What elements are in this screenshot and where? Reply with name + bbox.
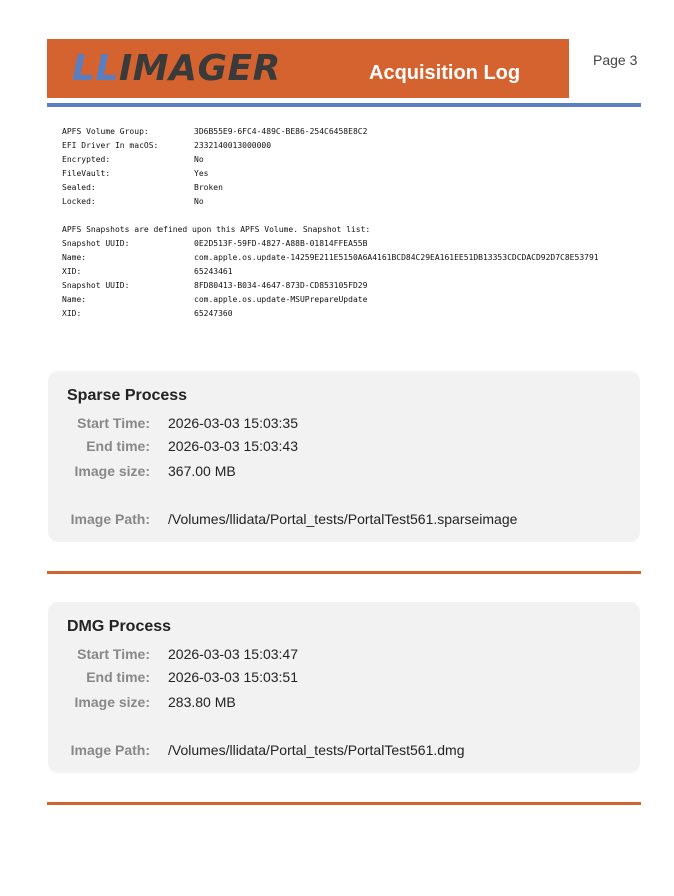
end-time-value: 2026-03-03 15:03:51	[168, 669, 298, 685]
log-line	[62, 237, 632, 251]
log-line	[62, 265, 632, 279]
log-line	[62, 195, 632, 209]
log-value: 0E2D513F-59FD-4827-A88B-01814FFEA55B	[194, 239, 368, 248]
log-value: No	[194, 197, 204, 206]
start-time-value: 2026-03-03 15:03:47	[168, 646, 298, 662]
log-value: 65247360	[194, 309, 233, 318]
log-value: 65243461	[194, 267, 233, 276]
start-time-value: 2026-03-03 15:03:35	[168, 415, 298, 431]
log-key: Encrypted:	[62, 155, 111, 164]
image-size-label: Image size:	[74, 463, 150, 479]
log-key: FileVault:	[62, 169, 111, 178]
section-divider	[47, 571, 641, 574]
image-size-label: Image size:	[74, 694, 150, 710]
log-line	[62, 279, 632, 293]
image-path-label: Image Path:	[70, 742, 150, 758]
log-key: Name:	[62, 253, 87, 262]
volume-info-log	[62, 125, 632, 321]
image-path-value: /Volumes/llidata/Portal_tests/PortalTest561.dmg	[168, 742, 465, 758]
log-line	[62, 139, 632, 153]
log-line	[62, 251, 632, 265]
log-line	[62, 293, 632, 307]
image-path-label: Image Path:	[70, 511, 150, 527]
logo-prefix: LL	[72, 48, 119, 89]
log-value: Yes	[194, 169, 209, 178]
log-value: com.apple.os.update-MSUPrepareUpdate	[194, 295, 368, 304]
llimager-logo	[72, 47, 281, 91]
start-time-label: Start Time:	[77, 646, 150, 662]
end-time-value: 2026-03-03 15:03:43	[168, 438, 298, 454]
header-divider	[47, 103, 641, 107]
log-line	[62, 153, 632, 167]
log-key: Snapshot UUID:	[62, 281, 130, 290]
page-number: Page 3	[593, 52, 638, 68]
image-size-value: 367.00 MB	[168, 463, 236, 479]
log-value: 8FD80413-B034-4647-873D-CD853105FD29	[194, 281, 368, 290]
logo-suffix: IMAGER	[118, 48, 281, 89]
log-value: 3D6B55E9-6FC4-489C-BE86-254C6458E8C2	[194, 127, 368, 136]
log-key: XID:	[62, 309, 82, 318]
log-key: APFS Volume Group:	[62, 127, 149, 136]
log-value: Broken	[194, 183, 223, 192]
image-size-value: 283.80 MB	[168, 694, 236, 710]
log-line	[62, 125, 632, 139]
image-path-value: /Volumes/llidata/Portal_tests/PortalTest561.sparseimage	[168, 511, 518, 527]
log-key: Name:	[62, 295, 87, 304]
log-line	[62, 209, 632, 223]
log-line	[62, 307, 632, 321]
section-divider	[47, 802, 641, 805]
log-value: 2332140013000000	[194, 141, 272, 150]
log-key: Locked:	[62, 197, 96, 206]
log-key: XID:	[62, 267, 82, 276]
sparse-process-card	[48, 371, 640, 542]
end-time-label: End time:	[86, 669, 150, 685]
log-line	[62, 223, 632, 237]
end-time-label: End time:	[86, 438, 150, 454]
sparse-process-title: Sparse Process	[67, 387, 188, 404]
log-key: Sealed:	[62, 183, 96, 192]
dmg-process-title: DMG Process	[67, 618, 172, 635]
log-key: Snapshot UUID:	[62, 239, 130, 248]
log-line	[62, 167, 632, 181]
start-time-label: Start Time:	[77, 415, 150, 431]
log-line	[62, 181, 632, 195]
dmg-process-card	[48, 602, 640, 773]
log-value: com.apple.os.update-14259E211E5150A6A4161BCD84C29EA161EE51DB13353CDCDACD92D7C8E53791	[194, 253, 599, 262]
document-title: Acquisition Log	[369, 62, 521, 84]
log-key: APFS Snapshots are defined upon this APFS Volume. Snapshot list:	[62, 225, 371, 234]
log-key: EFI Driver In macOS:	[62, 141, 159, 150]
log-value: No	[194, 155, 204, 164]
